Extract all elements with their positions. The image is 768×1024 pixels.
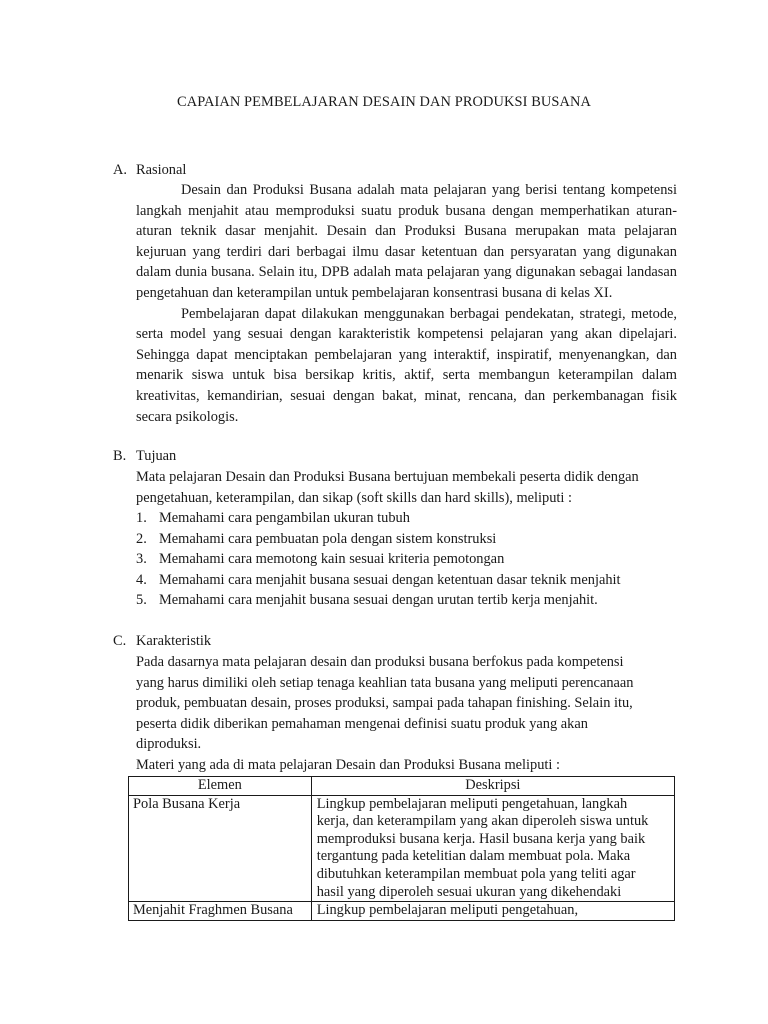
list-item [136,508,621,529]
list-item-number: 4. [136,571,147,588]
table-row [129,902,675,921]
list-item [136,590,621,611]
list-item-number: 3. [136,551,147,568]
list-item-text: Memahami cara pengambilan ukuran tubuh [159,510,410,526]
karakteristik-line: peserta didik diberikan pemahaman mengenai definisi suatu produk yang akan [136,715,588,732]
list-item-text: Memahami cara menjahit busana sesuai dengan urutan tertib kerja menjahit. [159,592,598,609]
section-a-heading [113,160,186,181]
table-cell-description [311,795,674,902]
list-item-text: Memahami cara menjahit busana sesuai dengan ketentuan dasar teknik menjahit [159,571,621,588]
list-item [136,570,621,591]
section-a-title: Rasional [136,162,187,178]
list-item-number: 1. [136,510,147,526]
table-cell-description [311,902,674,921]
description-line: Lingkup pembelajaran meliputi pengetahuan, langkah [316,795,628,812]
table-header-row [129,777,675,796]
description-line: hasil yang diperoleh sesuai ukuran yang dikehendaki [316,883,622,900]
section-c-title: Karakteristik [136,633,212,649]
tujuan-intro-line: pengetahuan, keterampilan, dan sikap (soft skills dan hard skills), meliputi : [136,489,573,506]
section-c-letter: C. [113,633,127,649]
list-item-text: Memahami cara pembuatan pola dengan sistem konstruksi [159,530,497,547]
karakteristik-line: diproduksi. [136,736,202,753]
list-item [136,529,621,550]
section-c-heading [113,631,211,652]
list-item-text: Memahami cara memotong kain sesuai kriteria pemotongan [159,551,505,568]
rasional-paragraph-1: Desain dan Produksi Busana adalah mata pelajaran yang berisi tentang kompetensi langkah menjahit atau memproduksi suatu produk busana dengan memperhatikan aturan-aturan teknik dasar menjahit. Desain dan Produksi Busana merupakan mata pelajaran kejuruan yang terdiri dari berbagai ilmu dasar ketentuan dan persyaratan yang digunakan dalam dunia busana. Selain itu, DPB adalah mata pelajaran yang digunakan sebagai landasan pengetahuan dan keterampilan untuk pembelajaran konsentrasi busana di kelas XI. [136,182,677,301]
section-b-title: Tujuan [136,448,177,464]
column-header-elemen: Elemen [129,777,312,796]
column-header-deskripsi: Deskripsi [311,777,674,796]
section-b-heading [113,446,176,467]
rasional-paragraph-2: Pembelajaran dapat dilakukan menggunakan berbagai pendekatan, strategi, metode, serta model yang sesuai dengan karakteristik kompetensi pelajaran yang akan dipelajari. Sehingga dapat menciptakan pembelajaran yang interaktif, inspiratif, menyenangkan, dan menarik siswa untuk bisa bersikap kritis, aktif, serta membangun keterampilan dalam kreativitas, kemandirian, sesuai dengan bakat, minat, rencana, dan perkembanagan fisik secara psikologis. [136,305,677,425]
table-cell-element: Pola Busana Kerja [129,795,312,902]
description-line: kerja, dan keterampilam yang akan diperoleh siswa untuk [316,813,649,830]
list-item-number: 2. [136,530,147,547]
section-a-letter: A. [113,162,127,178]
materi-table [128,776,675,921]
section-c-body [136,652,677,776]
description-line: dibutuhkan keterampilan membuat pola yang teliti agar [316,865,636,882]
table-intro: Materi yang ada di mata pelajaran Desain dan Produksi Busana meliputi : [136,756,561,773]
section-a-body [136,180,677,427]
description-line: Lingkup pembelajaran meliputi pengetahuan, [316,902,579,919]
description-line: memproduksi busana kerja. Hasil busana kerja yang baik [316,830,646,847]
karakteristik-line: yang harus dimiliki oleh setiap tenaga keahlian tata busana yang meliputi perencanaan [136,674,634,691]
description-line: tergantung pada ketelitian dalam membuat pola. Maka [316,848,631,865]
karakteristik-line: Pada dasarnya mata pelajaran desain dan produksi busana berfokus pada kompetensi [136,654,624,670]
list-item [136,549,621,570]
table-row [129,795,675,902]
section-b-intro [136,467,677,508]
tujuan-intro-line: Mata pelajaran Desain dan Produksi Busana bertujuan membekali peserta didik dengan [136,469,639,485]
table-cell-element: Menjahit Fraghmen Busana [129,902,312,921]
karakteristik-line: produk, pembuatan desain, proses produksi, sampai pada tahapan finishing. Selain itu, [136,695,633,712]
list-item-number: 5. [136,592,147,609]
document-title: CAPAIAN PEMBELAJARAN DESAIN DAN PRODUKSI BUSANA [177,94,591,110]
section-b-letter: B. [113,448,127,464]
